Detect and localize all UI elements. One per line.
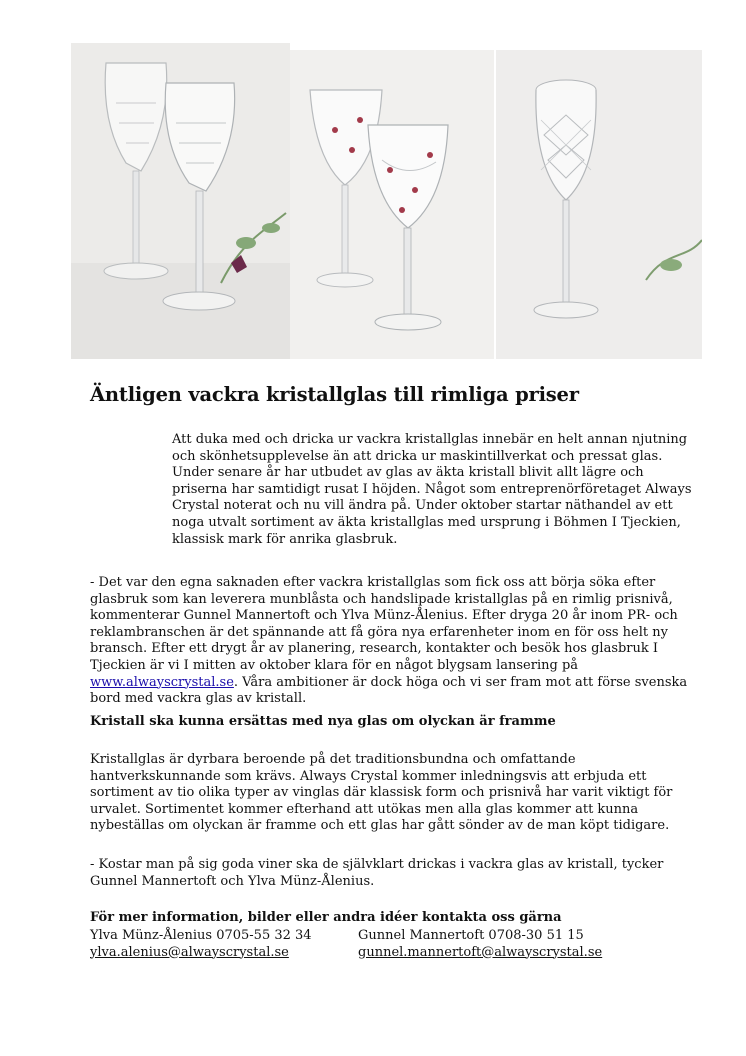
- quote1-text-before: - Det var den egna saknaden efter vackra kristallglas som fick oss att börja söka efter glasbruk som kan leverera munblåsta och handslipade kristallglas på en rimlig prisnivå, kommenterar Gunnel Mannertoft och Ylva Münz-Ålenius. Efter dryga 20 år inom PR- och reklambranschen är det spännande att få göra nya erfarenheter inom en för oss helt ny bransch. Efter ett drygt år av planering, research, kontakter och besök hos glasbruk I Tjeckien är vi I mitten av oktober klara för en något blygsam lansering på: [90, 575, 678, 673]
- contact-email-link[interactable]: ylva.alenius@alwayscrystal.se: [90, 944, 289, 960]
- contact-heading: För mer information, bilder eller andra idéer kontakta oss gärna: [90, 910, 562, 925]
- quote-paragraph-1: [90, 575, 710, 708]
- contact-ylva: [90, 928, 312, 961]
- contact-name-phone: Ylva Münz-Ålenius 0705-55 32 34: [90, 928, 312, 943]
- intro-paragraph: Att duka med och dricka ur vackra kristallglas innebär en helt annan njutning och skönhetsupplevelse än att dricka ur maskintillverkat och pressat glas. Under senare år har utbudet av glas av äkta kristall blivit allt lägre och priserna har samtidigt rusat I höjden. Något som entreprenörföretaget Always Crystal noterat och nu vill ändra på. Under oktober startar näthandel av ett noga utvalt sortiment av äkta kristallglas med ursprung i Böhmen I Tjeckien, klassisk mark för anrika glasbruk.: [172, 432, 692, 547]
- section-heading: Kristall ska kunna ersättas med nya glas om olyckan är framme: [90, 714, 556, 729]
- photo-engraved-flower-glasses: [290, 50, 494, 359]
- photo-strip: [71, 43, 702, 359]
- contact-email-link[interactable]: gunnel.mannertoft@alwayscrystal.se: [358, 944, 603, 960]
- photo-two-cut-crystal-glasses: [71, 43, 290, 359]
- photo-diamond-cut-glass: [496, 50, 702, 359]
- contact-gunnel: [358, 928, 602, 961]
- body-paragraph-2: Kristallglas är dyrbara beroende på det traditionsbundna och omfattande hantverkskunnande som krävs. Always Crystal kommer inledningsvis att erbjuda ett sortiment av tio olika typer av vinglas där klassisk form och prisnivå har varit viktigt för urvalet. Sortimentet kommer efterhand att utökas men alla glas kommer att kunna nybeställas om olyckan är framme och ett glas har gått sönder av de man köpt tidigare.: [90, 752, 673, 834]
- contact-name-phone: Gunnel Mannertoft 0708-30 51 15: [358, 928, 584, 943]
- quote-paragraph-2: - Kostar man på sig goda viner ska de självklart drickas i vackra glas av kristall, tycker Gunnel Mannertoft och Ylva Münz-Ålenius.: [90, 857, 664, 889]
- quote1-text-after: . Våra ambitioner är dock höga och vi ser fram mot att förse svenska bord med vackra glas av kristall.: [90, 674, 688, 707]
- page-title: Äntligen vackra kristallglas till rimliga priser: [90, 383, 579, 406]
- website-link[interactable]: www.alwayscrystal.se: [90, 674, 234, 690]
